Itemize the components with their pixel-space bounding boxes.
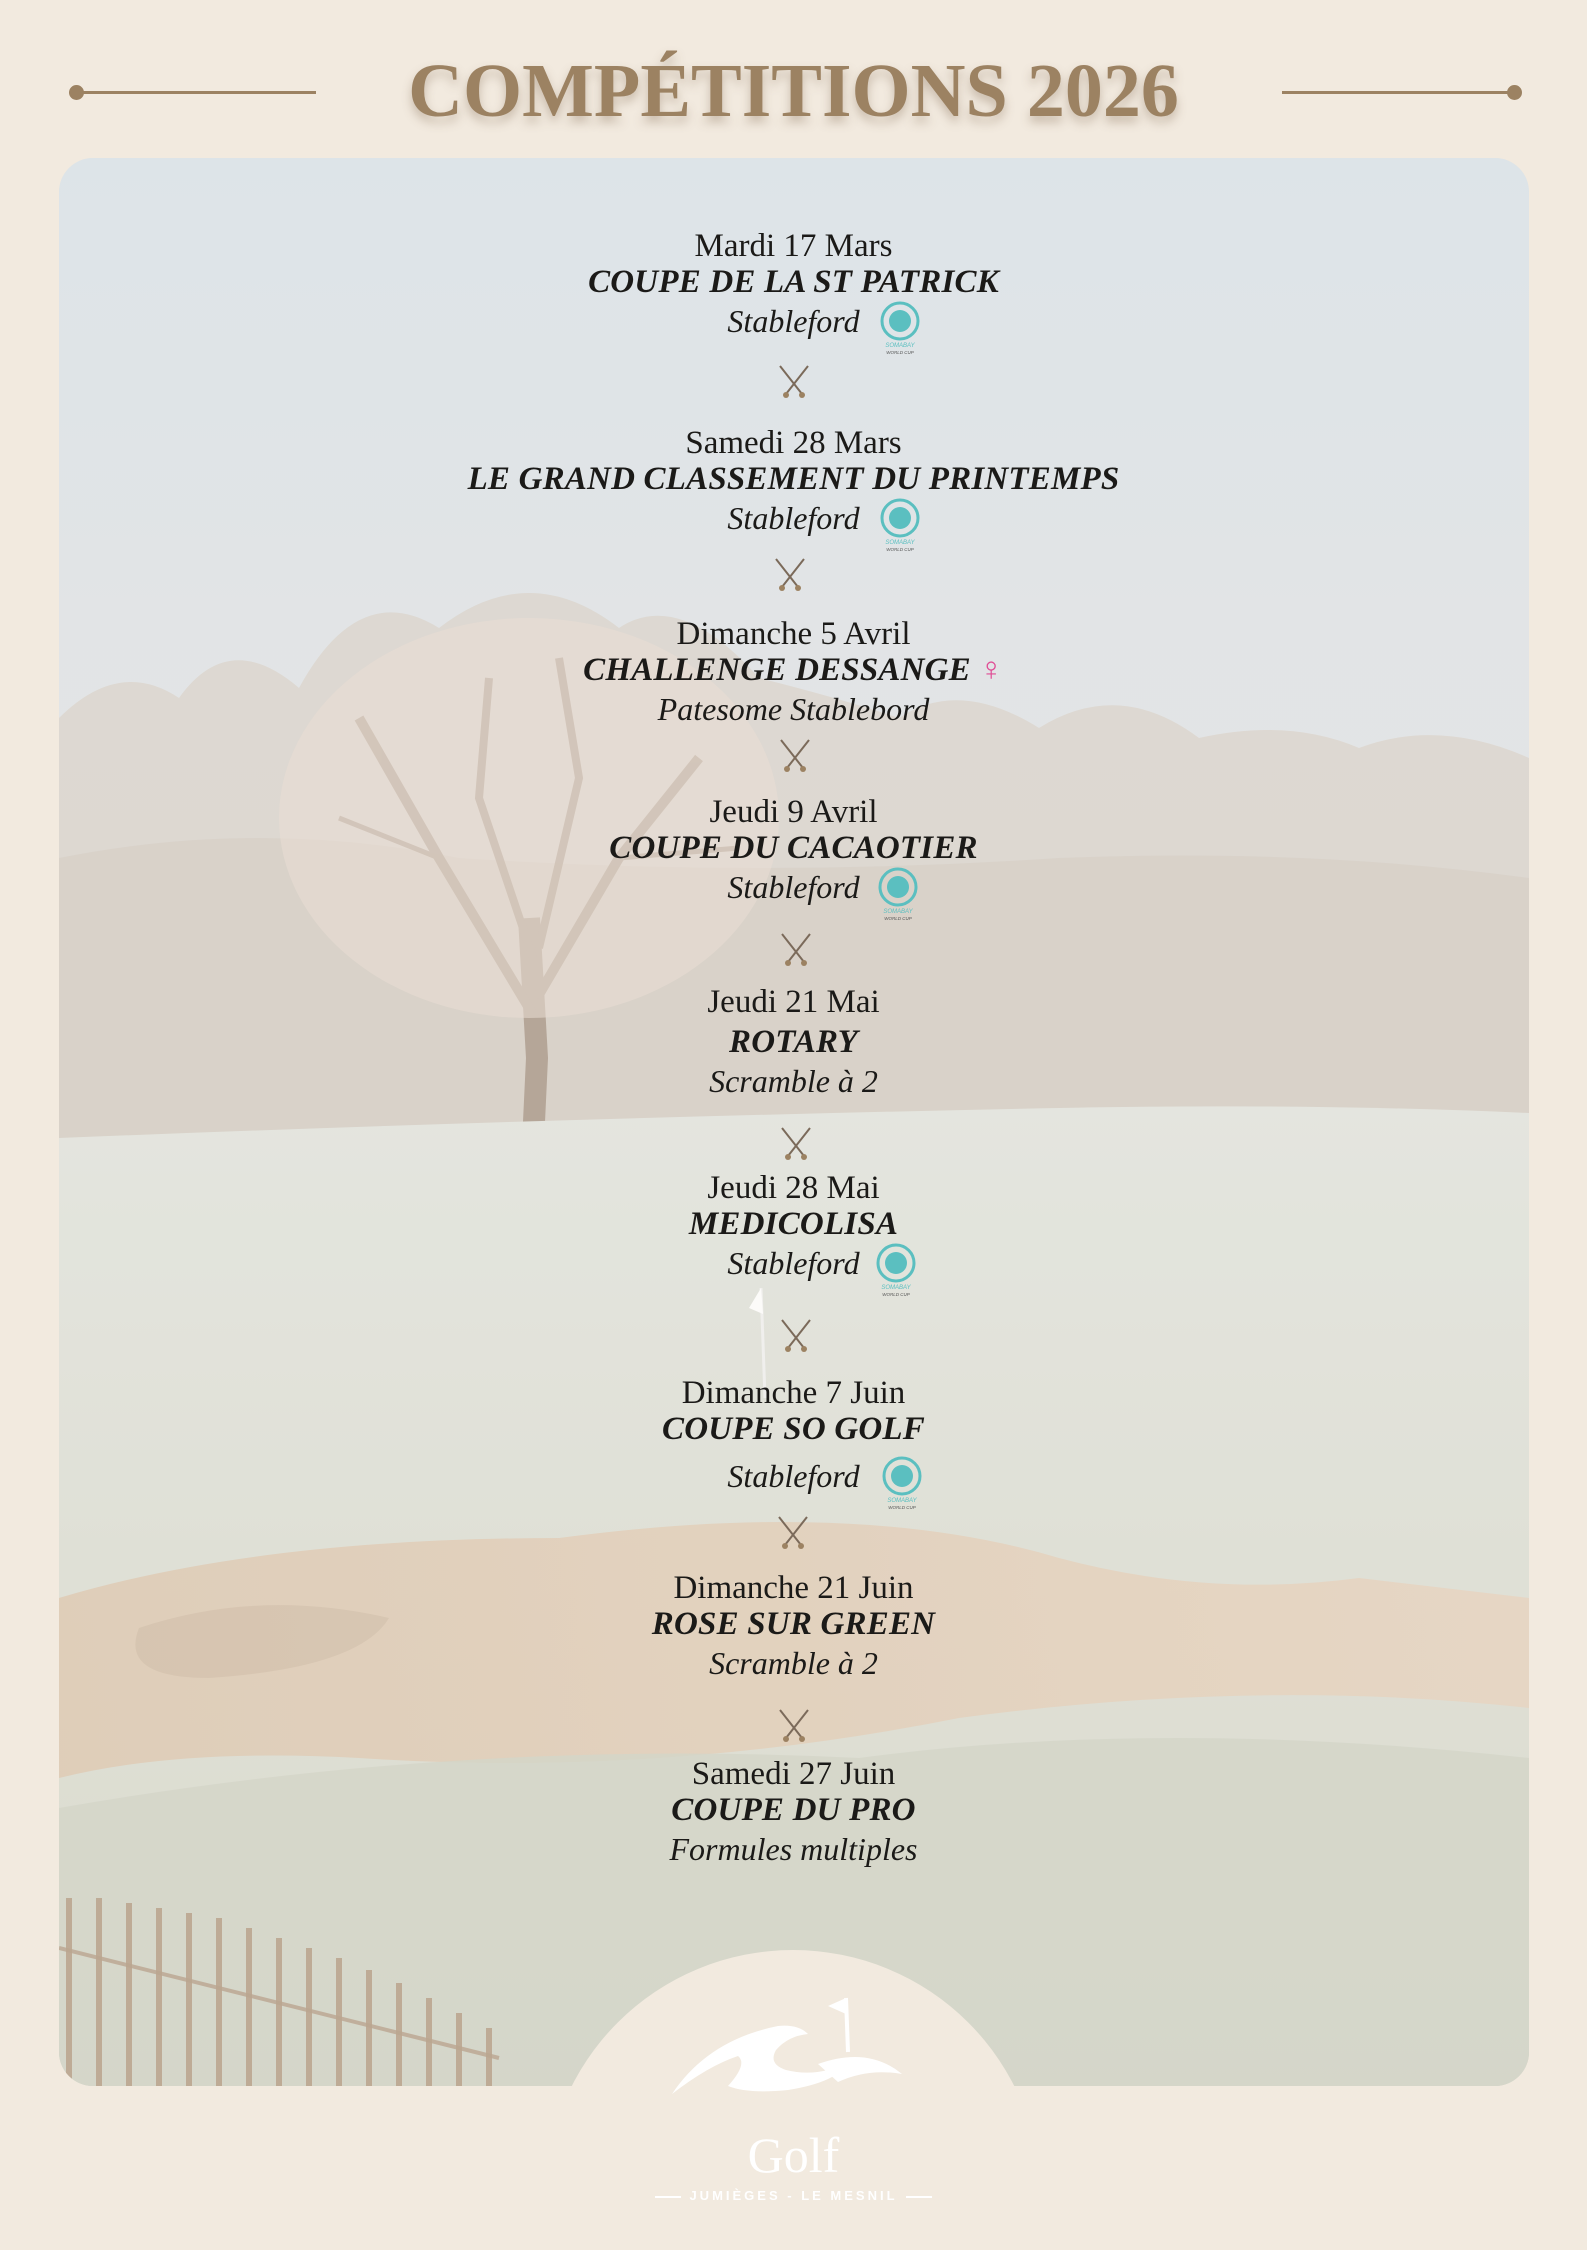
event-format: Stableford [727,303,860,339]
somabay-world-cup-logo [873,1242,919,1298]
event-name: MEDICOLISA [688,1206,899,1242]
svg-text:WORLD CUP: WORLD CUP [886,350,915,355]
event-date: Jeudi 21 Mai [707,984,880,1020]
page-title: COMPÉTITIONS 2026 [408,49,1179,133]
event-name: COUPE DE LA ST PATRICK [588,264,999,300]
svg-text:SOMABAY: SOMABAY [881,1285,912,1291]
logo-subtitle [0,2188,1587,2203]
svg-text:WORLD CUP: WORLD CUP [884,916,913,921]
event-name: LE GRAND CLASSEMENT DU PRINTEMPS [467,461,1120,497]
crossed-golf-clubs-icon [773,1513,813,1553]
logo-wordmark: Golf [747,2127,840,2183]
event-6 [0,1170,1587,1297]
somabay-world-cup-logo [877,300,923,356]
crossed-golf-clubs-icon [776,1316,816,1356]
svg-text:SOMABAY: SOMABAY [885,343,916,349]
event-date: Dimanche 21 Juin [673,1570,914,1606]
event-format: Stableford [727,1245,860,1281]
event-4 [0,794,1587,921]
event-format: Patesome Stablebord [657,691,930,727]
event-date: Dimanche 7 Juin [681,1375,906,1411]
svg-text:WORLD CUP: WORLD CUP [886,547,915,552]
crossed-golf-clubs-icon [775,736,815,776]
crossed-golf-clubs-icon [774,1706,814,1746]
svg-text:WORLD CUP: WORLD CUP [882,1292,911,1297]
somabay-world-cup-logo [875,866,921,922]
crossed-golf-clubs-icon [774,362,814,402]
event-format: Scramble à 2 [709,1063,878,1099]
event-format: Stableford [727,500,860,536]
event-format: Formules multiples [669,1831,918,1867]
svg-text:SOMABAY: SOMABAY [883,909,914,915]
event-3 [0,616,1587,728]
event-format: Scramble à 2 [709,1645,878,1681]
crossed-golf-clubs-icon [770,555,810,595]
svg-text:SOMABAY: SOMABAY [887,1498,918,1504]
event-name: COUPE DU PRO [671,1792,916,1828]
somabay-world-cup-logo [877,497,923,553]
logo-subtitle-text: JUMIÈGES - LE MESNIL [689,2188,898,2203]
header [0,0,1587,160]
event-9 [0,1756,1587,1868]
somabay-world-cup-logo [879,1455,925,1511]
event-name: ROTARY [729,1024,858,1060]
event-date: Samedi 27 Juin [691,1756,896,1792]
event-name: ROSE SUR GREEN [651,1606,936,1642]
golf-club-logo-icon [668,1990,904,2100]
crossed-golf-clubs-icon [776,930,816,970]
event-7 [0,1375,1587,1510]
header-right-rule [1282,91,1516,94]
crossed-golf-clubs-icon [776,1124,816,1164]
event-name: CHALLENGE DESSANGE [583,652,971,688]
event-date: Samedi 28 Mars [685,425,902,461]
female-symbol-icon: ♀ [978,652,1004,688]
event-format: Stableford [727,1458,860,1494]
svg-text:SOMABAY: SOMABAY [885,540,916,546]
event-format: Stableford [727,869,860,905]
svg-text:WORLD CUP: WORLD CUP [888,1505,917,1510]
event-date: Mardi 17 Mars [694,228,893,264]
event-name: COUPE DU CACAOTIER [609,830,978,866]
event-date: Dimanche 5 Avril [676,616,911,652]
event-name: COUPE SO GOLF [662,1411,925,1447]
event-1 [0,228,1587,355]
event-date: Jeudi 9 Avril [709,794,878,830]
event-8 [0,1570,1587,1682]
header-right-dot [1507,85,1522,100]
event-2 [0,425,1587,552]
event-date: Jeudi 28 Mai [707,1170,880,1206]
event-5 [0,984,1587,1100]
